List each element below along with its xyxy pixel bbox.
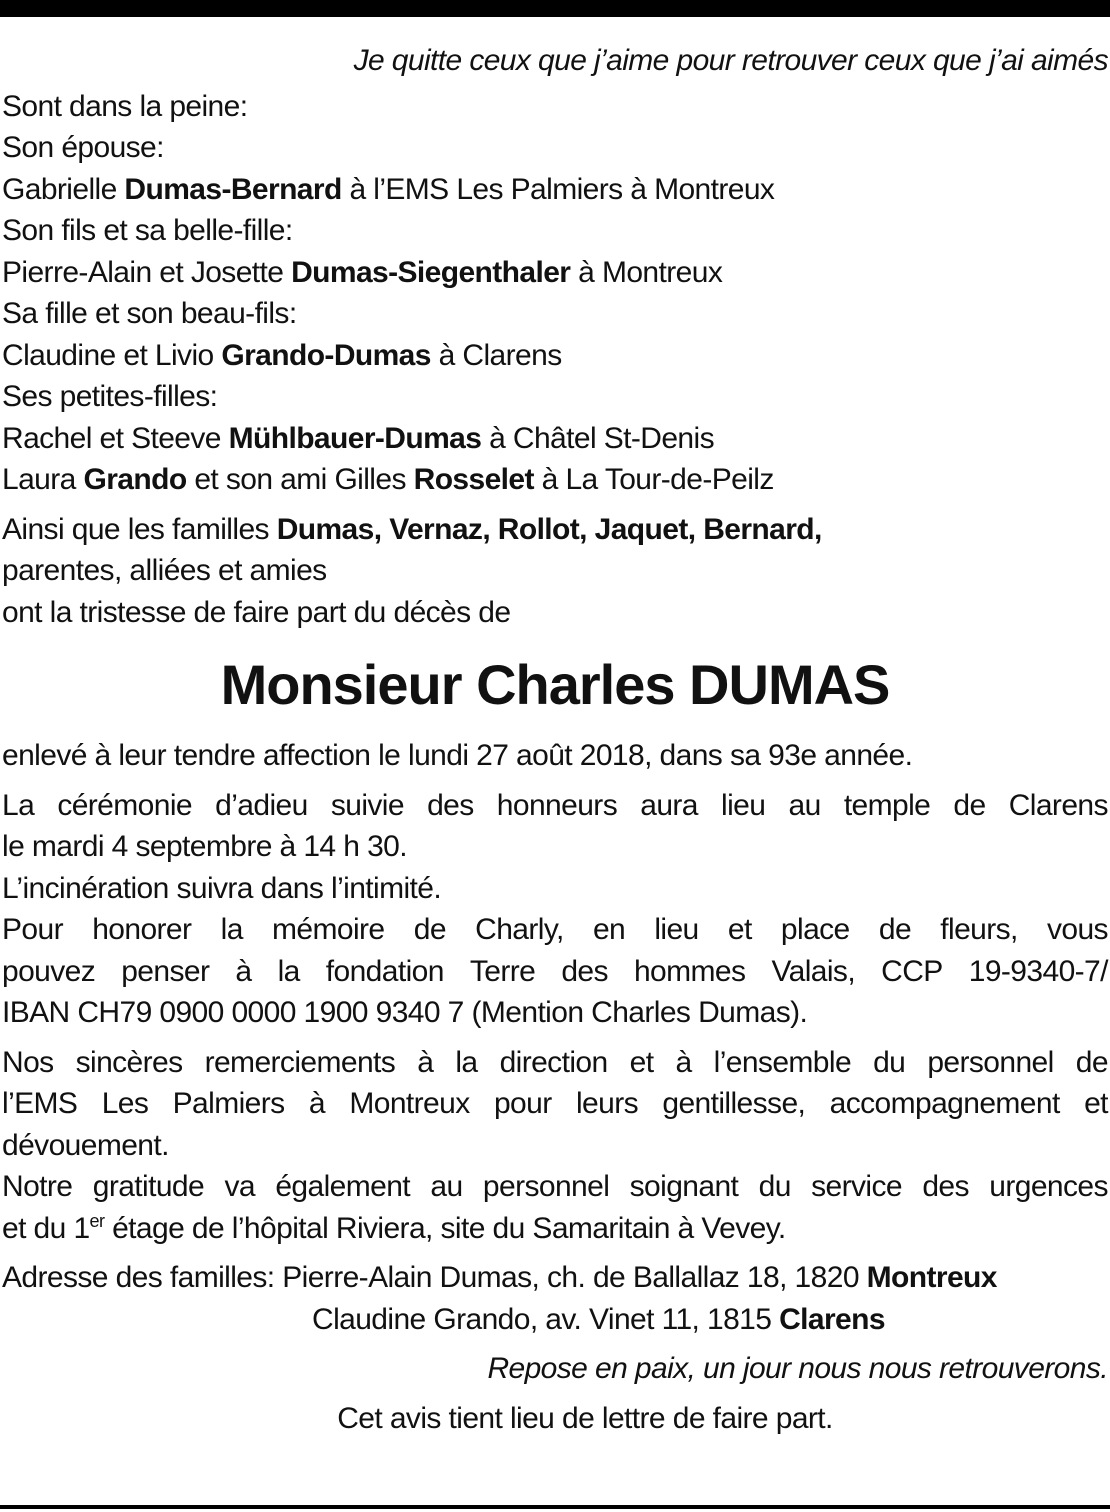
word: Notre <box>2 1170 73 1203</box>
son-label: Son fils et sa belle-fille: <box>2 214 293 247</box>
word: place <box>780 913 850 946</box>
word: urgences <box>989 1170 1108 1203</box>
deceased-name: Monsieur Charles DUMAS <box>220 653 890 716</box>
word: Valais, <box>771 954 856 988</box>
ceremony-row-1 <box>2 785 1108 827</box>
son-place: à Montreux <box>578 255 723 289</box>
word: la <box>277 954 300 988</box>
word: va <box>224 1170 255 1203</box>
death-line: enlevé à leur tendre affection le lundi 27 août 2018, dans sa 93e année. <box>2 739 913 772</box>
announce-line: ont la tristesse de faire part du décès de <box>2 595 511 629</box>
ceremony-paragraph <box>2 785 1108 1034</box>
grandchild1-last: Mühlbauer-Dumas <box>228 421 482 455</box>
word: Nos <box>2 1045 54 1079</box>
word: Palmiers <box>172 1087 285 1120</box>
word: direction <box>499 1045 608 1079</box>
address-line-1 <box>2 1257 1108 1299</box>
word: service <box>811 1170 902 1203</box>
thanks-row-2 <box>2 1083 1108 1125</box>
donation-row-1 <box>2 909 1108 951</box>
word: CCP <box>881 954 943 988</box>
grandchildren-label: Ses petites-filles: <box>2 380 218 413</box>
word: 19-9340-7/ <box>968 954 1108 988</box>
relatives-line: parentes, alliées et amies <box>2 554 327 587</box>
mourners-intro: Sont dans la peine: <box>2 89 248 123</box>
thanks-row-4 <box>2 1166 1108 1208</box>
families-line <box>2 509 1108 551</box>
thanks-line-5-a: et du 1 <box>2 1211 90 1245</box>
daughter-first: Claudine et Livio <box>2 338 214 372</box>
word: Clarens <box>1008 788 1108 822</box>
word: cérémonie <box>57 788 192 822</box>
word: en <box>592 913 626 946</box>
word: d’adieu <box>215 788 308 822</box>
address-block <box>2 1257 1108 1340</box>
word: à <box>417 1045 434 1079</box>
cremation-line: L’incinération suivra dans l’intimité. <box>2 871 442 905</box>
families-intro: Ainsi que les familles <box>2 512 269 546</box>
word: Terre <box>469 954 536 988</box>
word: lieu <box>721 788 766 822</box>
ceremony-date: le mardi 4 septembre à 14 h 30. <box>2 830 407 863</box>
spouse-last: Dumas-Bernard <box>124 172 342 206</box>
word: aura <box>640 788 698 822</box>
word: pouvez <box>2 954 96 988</box>
word: vous <box>1046 913 1108 946</box>
grandchild1-first: Rachel et Steeve <box>2 421 221 455</box>
word: et <box>1084 1087 1108 1120</box>
thanks-paragraph <box>2 1042 1108 1250</box>
grandchild2-line <box>2 459 1108 501</box>
word: mémoire <box>272 913 385 946</box>
address-city-1: Montreux <box>866 1261 997 1294</box>
grandchild1-place: à Châtel St-Denis <box>489 421 714 455</box>
word: pour <box>493 1087 552 1120</box>
word: Les <box>101 1087 149 1120</box>
word: fleurs, <box>940 913 1018 946</box>
bottom-rule <box>0 1505 1110 1509</box>
obituary-notice <box>2 40 1108 1439</box>
word: à <box>308 1087 325 1120</box>
word: leurs <box>575 1087 639 1120</box>
word: l’ensemble <box>713 1045 852 1079</box>
word: à <box>675 1045 692 1079</box>
word: des <box>561 954 608 988</box>
word: suivie <box>330 788 404 822</box>
daughter-line <box>2 335 1108 377</box>
word: honorer <box>92 913 192 946</box>
word: gentillesse, <box>662 1087 806 1120</box>
spouse-line <box>2 169 1108 211</box>
word: soignant <box>629 1170 739 1203</box>
grandchild2-partner-last: Rosselet <box>413 463 534 496</box>
word: Montreux <box>349 1087 470 1120</box>
son-last: Dumas-Siegenthaler <box>291 255 571 289</box>
word: de <box>413 913 446 946</box>
word: également <box>275 1170 411 1203</box>
word: lieu <box>654 913 699 946</box>
word: gratitude <box>92 1170 205 1203</box>
spouse-place: à l’EMS Les Palmiers à Montreux <box>349 172 775 206</box>
donation-row-2 <box>2 951 1108 993</box>
word: et <box>629 1045 654 1079</box>
word: honneurs <box>496 788 618 822</box>
grandchild2-place: à La Tour-de-Peilz <box>541 463 774 496</box>
top-rule <box>0 0 1110 17</box>
word: la <box>455 1045 478 1079</box>
families-names: Dumas, Vernaz, Rollot, Jaquet, Bernard, <box>276 512 822 546</box>
word: hommes <box>633 954 746 988</box>
word: accompagnement <box>829 1087 1060 1120</box>
address-line-2 <box>2 1299 1108 1341</box>
word: de <box>1075 1045 1108 1079</box>
word: fondation <box>325 954 444 988</box>
word: l’EMS <box>2 1087 78 1120</box>
closing-line: Repose en paix, un jour nous nous retrouverons. <box>487 1352 1108 1385</box>
word: des <box>427 788 474 822</box>
grandchild2-mid: et son ami Gilles <box>194 463 406 496</box>
word: Pour <box>2 913 63 946</box>
son-first: Pierre-Alain et Josette <box>2 255 284 289</box>
grandchild2-last: Grando <box>83 463 187 496</box>
spouse-first: Gabrielle <box>2 172 117 206</box>
address-line-2-text: Claudine Grando, av. Vinet 11, 1815 <box>312 1302 772 1336</box>
word: Charly, <box>475 913 564 946</box>
thanks-row-1 <box>2 1042 1108 1084</box>
daughter-last: Grando-Dumas <box>221 338 431 372</box>
word: de <box>953 788 986 822</box>
word: personnel <box>482 1170 610 1203</box>
spouse-label: Son épouse: <box>2 131 164 164</box>
ordinal-suffix: er <box>89 1210 105 1231</box>
notice-line: Cet avis tient lieu de lettre de faire part. <box>337 1401 833 1435</box>
word: au <box>430 1170 463 1203</box>
epigraph: Je quitte ceux que j’aime pour retrouver ceux que j’ai aimés <box>353 44 1108 77</box>
word: des <box>922 1170 969 1203</box>
word: du <box>873 1045 906 1079</box>
daughter-place: à Clarens <box>438 338 562 372</box>
grandchild1-line <box>2 418 1108 460</box>
word: remerciements <box>204 1045 396 1079</box>
thanks-line-3: dévouement. <box>2 1128 169 1162</box>
grandchild2-first: Laura <box>2 463 76 496</box>
word: La <box>2 788 35 822</box>
word: personnel <box>927 1045 1054 1079</box>
daughter-label: Sa fille et son beau-fils: <box>2 297 297 330</box>
word: temple <box>843 788 931 822</box>
address-city-2: Clarens <box>779 1302 885 1336</box>
thanks-line-5-b: étage de l’hôpital Riviera, site du Samaritain à Vevey. <box>104 1211 786 1245</box>
word: et <box>727 913 752 946</box>
word: du <box>758 1170 791 1203</box>
son-line <box>2 252 1108 294</box>
word: de <box>878 913 912 946</box>
word: penser <box>121 954 210 988</box>
thanks-line-5 <box>2 1208 1108 1250</box>
iban-line: IBAN CH79 0900 0000 1900 9340 7 (Mention Charles Dumas). <box>2 996 808 1029</box>
word: à <box>235 954 252 988</box>
word: la <box>220 913 243 946</box>
address-label: Adresse des familles: Pierre-Alain Dumas, ch. de Ballallaz 18, 1820 <box>2 1261 859 1294</box>
word: sincères <box>75 1045 183 1079</box>
word: au <box>788 788 821 822</box>
